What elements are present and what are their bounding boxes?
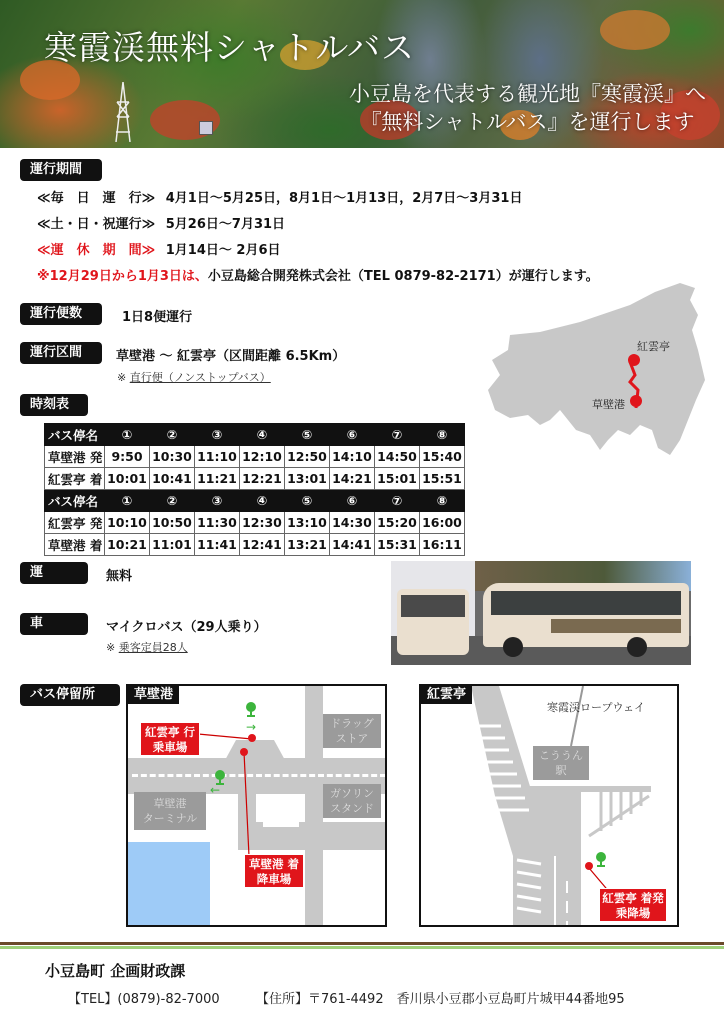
table-row: 紅雲亭 発 10:10 10:50 11:30 12:30 13:10 14:30 15:20 16:00	[45, 512, 465, 534]
island-map	[480, 280, 724, 460]
building-terminal: 草壁港 ターミナル	[134, 792, 206, 830]
section-label-timetable: 時刻表	[20, 394, 88, 416]
page-subtitle: 小豆島を代表する観光地『寒霞渓』へ 『無料シャトルバス』を運行します	[349, 82, 706, 134]
map-kusakabe	[126, 684, 387, 927]
page-title: 寒霞渓無料シャトルバス	[44, 28, 416, 67]
route-note: ※ 直行便（ノンストップバス）	[117, 371, 271, 384]
vehicle-note: ※ 乗客定員28人	[106, 641, 188, 654]
period-closed: ≪運 休 期 間≫ 1月14日～ 2月6日	[37, 243, 281, 258]
timetable	[44, 423, 465, 556]
period-weekend: ≪土・日・祝運行≫ 5月26日～7月31日	[37, 217, 286, 232]
ropeway-pylon-icon	[112, 82, 134, 142]
period-notice: ※12月29日から1月3日は、小豆島総合開発株式会社（TEL 0879-82-2171）が運行します。	[37, 269, 599, 284]
fare-value: 無料	[106, 569, 133, 584]
footer-divider	[0, 942, 724, 945]
header-banner	[0, 0, 724, 148]
stop-point	[585, 862, 593, 870]
gondola-icon	[199, 121, 213, 135]
island-map-stop-south: 草壁港	[592, 398, 625, 411]
bus-stop-pin-icon	[245, 702, 257, 718]
table-row: 草壁港 発 9:50 10:30 11:10 12:10 12:50 14:10 14:50 15:40	[45, 446, 465, 468]
map-tag-kounteii: 紅雲亭	[421, 686, 472, 704]
arrow-left-icon: ←	[210, 783, 221, 797]
stop-label: 紅雲亭 着発 乗降場	[599, 888, 667, 922]
vehicle-value: マイクロバス（29人乗り）	[106, 620, 267, 635]
section-label-frequency: 運行便数	[20, 303, 102, 325]
alighting-label: 草壁港 着 降車場	[244, 854, 304, 888]
timetable-header-row: バス停名 ① ② ③ ④ ⑤ ⑥ ⑦ ⑧	[45, 490, 465, 512]
map-tag-kusakabe: 草壁港	[128, 686, 179, 704]
building-gas-station: ガソリン スタンド	[323, 784, 381, 818]
boarding-point	[248, 734, 256, 742]
arrow-right-icon: →	[246, 720, 257, 734]
boarding-label: 紅雲亭 行 乗車場	[140, 722, 200, 756]
timetable-header-row: バス停名 ① ② ③ ④ ⑤ ⑥ ⑦ ⑧	[45, 424, 465, 446]
period-daily: ≪毎 日 運 行≫ 4月1日～5月25日，8月1日～1月13日，2月7日～3月31日	[37, 191, 523, 206]
footer-org: 小豆島町 企画財政課	[45, 962, 186, 980]
bus-photo	[391, 561, 691, 665]
section-label-stops: バス停留所	[20, 684, 120, 706]
section-label-vehicle: 車 両	[20, 613, 88, 635]
footer-divider-accent	[0, 946, 724, 949]
table-row: 紅雲亭 着 10:01 10:41 11:21 12:21 13:01 14:21 15:01 15:51	[45, 468, 465, 490]
map-kounteii	[419, 684, 679, 927]
building-drugstore: ドラッグ ストア	[323, 714, 381, 748]
ropeway-label: 寒霞渓ロープウェイ	[547, 701, 646, 714]
building-kouun-station: こううん 駅	[533, 746, 589, 780]
section-label-route: 運行区間	[20, 342, 102, 364]
frequency-value: 1日8便運行	[122, 310, 193, 325]
alighting-point	[240, 748, 248, 756]
route-value: 草壁港 ～ 紅雲亭（区間距離 6.5Km）	[116, 349, 346, 364]
footer-tel: 【TEL】(0879)-82-7000	[68, 992, 220, 1007]
section-label-period: 運行期間	[20, 159, 102, 181]
table-row: 草壁港 着 10:21 11:01 11:41 12:41 13:21 14:41 15:31 16:11	[45, 534, 465, 556]
bus-stop-pin-icon	[595, 852, 607, 868]
section-label-fare: 運 賃	[20, 562, 88, 584]
island-map-stop-north: 紅雲亭	[637, 340, 670, 353]
footer-address: 【住所】〒761-4492 香川県小豆郡小豆島町片城甲44番地95	[256, 992, 625, 1007]
